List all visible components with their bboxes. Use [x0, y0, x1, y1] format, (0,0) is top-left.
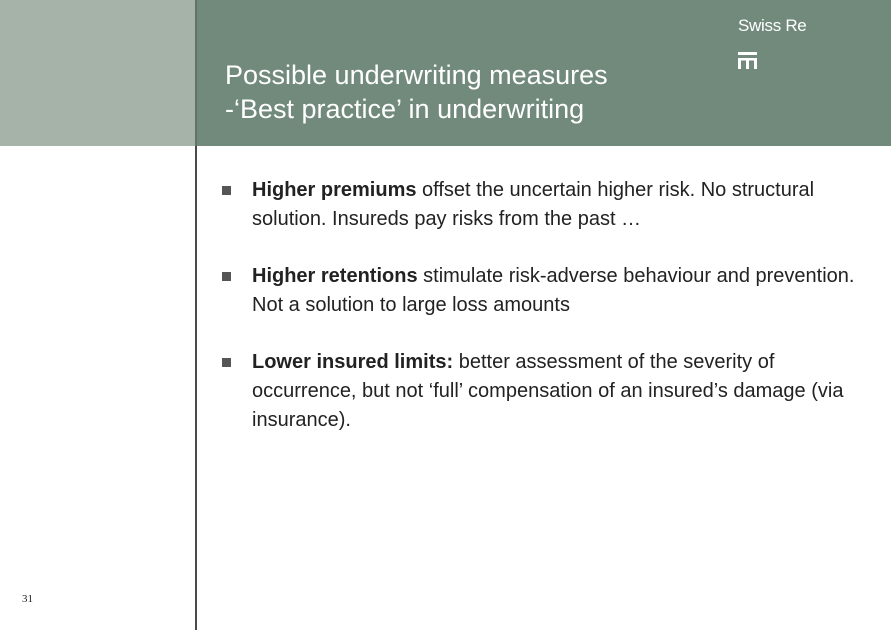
header-left-panel [0, 0, 196, 146]
bullet-text: better assessment of the severity of occurrence, but not ‘full’ compensation of an insured’s damage (via insurance). [252, 351, 844, 431]
brand-name: Swiss Re [738, 16, 807, 35]
content-divider-line [195, 146, 197, 630]
slide-title [225, 58, 705, 126]
bullet-item [222, 348, 862, 435]
bullet-list [222, 176, 862, 463]
page-number: 31 [22, 593, 33, 605]
slide-title-line-2: -‘Best practice’ in underwriting [225, 94, 585, 124]
header-divider [195, 0, 197, 146]
square-bullet-icon [222, 358, 231, 367]
square-bullet-icon [222, 186, 231, 195]
bullet-item [222, 176, 862, 234]
slide-title-line-1: Possible underwriting measures [225, 60, 608, 90]
bullet-item [222, 262, 862, 320]
bullet-heading: Higher premiums [252, 179, 417, 201]
bullet-heading: Lower insured limits: [252, 351, 454, 373]
square-bullet-icon [222, 272, 231, 281]
bullet-text: stimulate risk-adverse behaviour and prevention. Not a solution to large loss amounts [252, 265, 855, 316]
swiss-re-logo-icon [738, 52, 757, 69]
bullet-heading: Higher retentions [252, 265, 418, 287]
bullet-text: offset the uncertain higher risk. No structural solution. Insureds pay risks from the past … [252, 179, 815, 230]
